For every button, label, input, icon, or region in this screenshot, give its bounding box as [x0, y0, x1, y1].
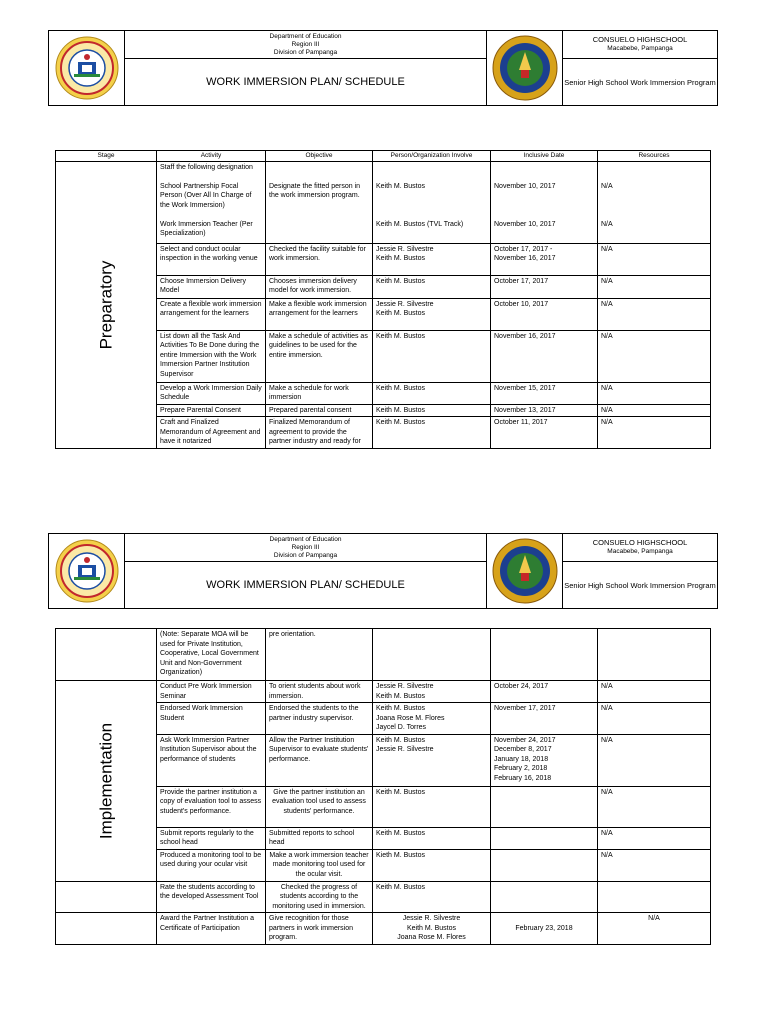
objective-cell: Allow the Partner Institution Supervisor to evaluate students' performance.: [266, 734, 373, 786]
person-cell: Keith M. Bustos Jessie R. Silvestre: [373, 734, 491, 786]
stage-label: Preparatory: [96, 260, 116, 350]
date-cell: November 17, 2017: [491, 703, 598, 735]
objective-cell: Chooses immersion delivery model for work immersion.: [266, 275, 373, 298]
dept-line-2: Region III: [291, 544, 320, 551]
dept-line-1: Department of Education: [269, 33, 342, 40]
person-cell: Jessie R. Silvestre Keith M. Bustos: [373, 243, 491, 275]
resources-cell: N/A N/A: [598, 161, 711, 243]
activity-cell: Craft and Finalized Memorandum of Agreement and have it notarized: [157, 417, 266, 449]
table-header-row: [56, 151, 711, 162]
page2-header: [48, 533, 718, 609]
resources-cell: [598, 629, 711, 681]
person-cell: [373, 629, 491, 681]
deped-seal-icon: [54, 538, 120, 604]
deped-seal-logo: [49, 534, 125, 608]
person-cell: Keith M. Bustos: [373, 786, 491, 827]
activity-cell: Develop a Work Immersion Daily Schedule: [157, 382, 266, 404]
activity-cell: Submit reports regularly to the school head: [157, 827, 266, 849]
date-cell: October 17, 2017: [491, 275, 598, 298]
activity-cell: Ask Work Immersion Partner Institution Supervisor about the performance of students: [157, 734, 266, 786]
objective-cell: To orient students about work immersion.: [266, 681, 373, 703]
activity-cell: Choose Immersion Delivery Model: [157, 275, 266, 298]
person-cell: Keith M. Bustos: [373, 275, 491, 298]
objective-cell: Make a schedule for work immersion: [266, 382, 373, 404]
activity-cell: Rate the students according to the developed Assessment Tool: [157, 881, 266, 913]
objective-cell: Endorsed the students to the partner industry supervisor.: [266, 703, 373, 735]
objective-cell: Make a schedule of activities as guidelines to be used for the entire immersion.: [266, 330, 373, 382]
date-cell: February 23, 2018: [491, 913, 598, 945]
resources-cell: N/A: [598, 404, 711, 417]
school-block: [563, 534, 717, 562]
resources-cell: N/A: [598, 786, 711, 827]
school-location: Macabebe, Pampanga: [607, 548, 673, 555]
deped-seal-logo: [49, 31, 125, 105]
column-header-resources: Resources: [598, 151, 711, 162]
table-row: [56, 681, 711, 703]
date-cell: October 17, 2017 - November 16, 2017: [491, 243, 598, 275]
person-cell: Keith M. Bustos: [373, 404, 491, 417]
resources-cell: [598, 881, 711, 913]
activity-cell: Create a flexible work immersion arrangement for the learners: [157, 298, 266, 330]
person-cell: Keith M. Bustos: [373, 881, 491, 913]
table-row: [56, 881, 711, 913]
resources-cell: N/A: [598, 827, 711, 849]
person-cell: Keith M. Bustos Joana Rose M. Flores Jaycel D. Torres: [373, 703, 491, 735]
work-immersion-table-page1: [55, 150, 711, 449]
stage-cell-blank: [56, 881, 157, 913]
resources-cell: N/A: [598, 298, 711, 330]
objective-cell: Submitted reports to school head: [266, 827, 373, 849]
resources-cell: N/A: [598, 330, 711, 382]
date-cell: [491, 629, 598, 681]
resources-cell: N/A: [598, 681, 711, 703]
person-cell: Jessie R. Silvestre Keith M. Bustos: [373, 298, 491, 330]
stage-cell: [56, 161, 157, 449]
column-header-stage: Stage: [56, 151, 157, 162]
person-cell: Keith M. Bustos: [373, 417, 491, 449]
resources-cell: N/A: [598, 849, 711, 881]
activity-cell: (Note: Separate MOA will be used for Private Institution, Cooperative, Local Government Unit and Non-Government Organization): [157, 629, 266, 681]
resources-cell: N/A: [598, 243, 711, 275]
person-cell: Keith M. Bustos Keith M. Bustos (TVL Track): [373, 161, 491, 243]
dept-line-2: Region III: [291, 41, 320, 48]
person-cell: Jessie R. Silvestre Keith M. Bustos Joana Rose M. Flores: [373, 913, 491, 945]
stage-cell: [56, 681, 157, 882]
date-cell: October 11, 2017: [491, 417, 598, 449]
date-cell: [491, 827, 598, 849]
table-row: [56, 629, 711, 681]
date-cell: November 15, 2017: [491, 382, 598, 404]
deped-seal-icon: [54, 35, 120, 101]
person-cell: Jessie R. Silvestre Keith M. Bustos: [373, 681, 491, 703]
column-header-objective: Objective: [266, 151, 373, 162]
stage-cell-blank: [56, 629, 157, 681]
person-cell: Keith M. Bustos: [373, 827, 491, 849]
dept-line-3: Division of Pampanga: [273, 49, 338, 56]
school-name: CONSUELO HIGHSCHOOL: [592, 35, 688, 44]
activity-cell: Provide the partner institution a copy of evaluation tool to assess student's performance.: [157, 786, 266, 827]
person-cell: Keith M. Bustos: [373, 330, 491, 382]
document-title: WORK IMMERSION PLAN/ SCHEDULE: [125, 59, 487, 105]
activity-cell: Endorsed Work Immersion Student: [157, 703, 266, 735]
activity-cell: Award the Partner Institution a Certificate of Participation: [157, 913, 266, 945]
column-header-activity: Activity: [157, 151, 266, 162]
resources-cell: N/A: [598, 275, 711, 298]
objective-cell: Finalized Memorandum of agreement to provide the partner industry and ready for: [266, 417, 373, 449]
work-immersion-table-page2: [55, 628, 711, 945]
objective-cell: Give the partner institution an evaluation tool used to assess students' performance.: [266, 786, 373, 827]
column-header-person: Person/Organization Involve: [373, 151, 491, 162]
date-cell: November 10, 2017 November 10, 2017: [491, 161, 598, 243]
school-location: Macabebe, Pampanga: [607, 45, 673, 52]
resources-cell: N/A: [598, 913, 711, 945]
program-name: Senior High School Work Immersion Program: [564, 77, 716, 87]
school-logo: [487, 31, 563, 105]
activity-cell: Select and conduct ocular inspection in the working venue: [157, 243, 266, 275]
date-cell: [491, 881, 598, 913]
table-row: [56, 161, 711, 243]
column-header-date: Inclusive Date: [491, 151, 598, 162]
table-row: [56, 913, 711, 945]
school-seal-icon: [491, 34, 559, 102]
objective-cell: Checked the progress of students according to the monitoring used in immersion.: [266, 881, 373, 913]
date-cell: [491, 786, 598, 827]
date-cell: November 13, 2017: [491, 404, 598, 417]
person-cell: Keith M. Bustos: [373, 382, 491, 404]
school-logo: [487, 534, 563, 608]
date-cell: November 16, 2017: [491, 330, 598, 382]
date-cell: [491, 849, 598, 881]
resources-cell: N/A: [598, 703, 711, 735]
stage-cell-blank: [56, 913, 157, 945]
date-cell: October 10, 2017: [491, 298, 598, 330]
school-name: CONSUELO HIGHSCHOOL: [592, 538, 688, 547]
objective-cell: Make a flexible work immersion arrangement for the learners: [266, 298, 373, 330]
stage-label: Implementation: [96, 722, 116, 839]
department-block: [125, 534, 487, 562]
dept-line-1: Department of Education: [269, 536, 342, 543]
program-name: Senior High School Work Immersion Program: [564, 580, 716, 590]
person-cell: Kieth M. Bustos: [373, 849, 491, 881]
school-block: [563, 31, 717, 59]
objective-cell: Checked the facility suitable for work immersion.: [266, 243, 373, 275]
date-cell: November 24, 2017 December 8, 2017 January 18, 2018 February 2, 2018 February 16, 2018: [491, 734, 598, 786]
resources-cell: N/A: [598, 734, 711, 786]
objective-cell: pre orientation.: [266, 629, 373, 681]
school-seal-icon: [491, 537, 559, 605]
page1-header: [48, 30, 718, 106]
objective-cell: Make a work immersion teacher made monitoring tool used for the ocular visit.: [266, 849, 373, 881]
objective-cell: Give recognition for those partners in work immersion program.: [266, 913, 373, 945]
activity-cell: Conduct Pre Work Immersion Seminar: [157, 681, 266, 703]
resources-cell: N/A: [598, 382, 711, 404]
activity-cell: Produced a monitoring tool to be used during your ocular visit: [157, 849, 266, 881]
objective-cell: Designate the fitted person in the work immersion program.: [266, 161, 373, 243]
activity-cell: Staff the following designation School Partnership Focal Person (Over All In Charge of the Work Immersion) Work Immersion Teacher (Per Specialization): [157, 161, 266, 243]
document-title: WORK IMMERSION PLAN/ SCHEDULE: [125, 562, 487, 608]
objective-cell: Prepared parental consent: [266, 404, 373, 417]
activity-cell: List down all the Task And Activities To Be Done during the entire Immersion with the Work Immersion Partner Institution Supervisor: [157, 330, 266, 382]
department-block: [125, 31, 487, 59]
activity-cell: Prepare Parental Consent: [157, 404, 266, 417]
dept-line-3: Division of Pampanga: [273, 552, 338, 559]
resources-cell: N/A: [598, 417, 711, 449]
date-cell: October 24, 2017: [491, 681, 598, 703]
